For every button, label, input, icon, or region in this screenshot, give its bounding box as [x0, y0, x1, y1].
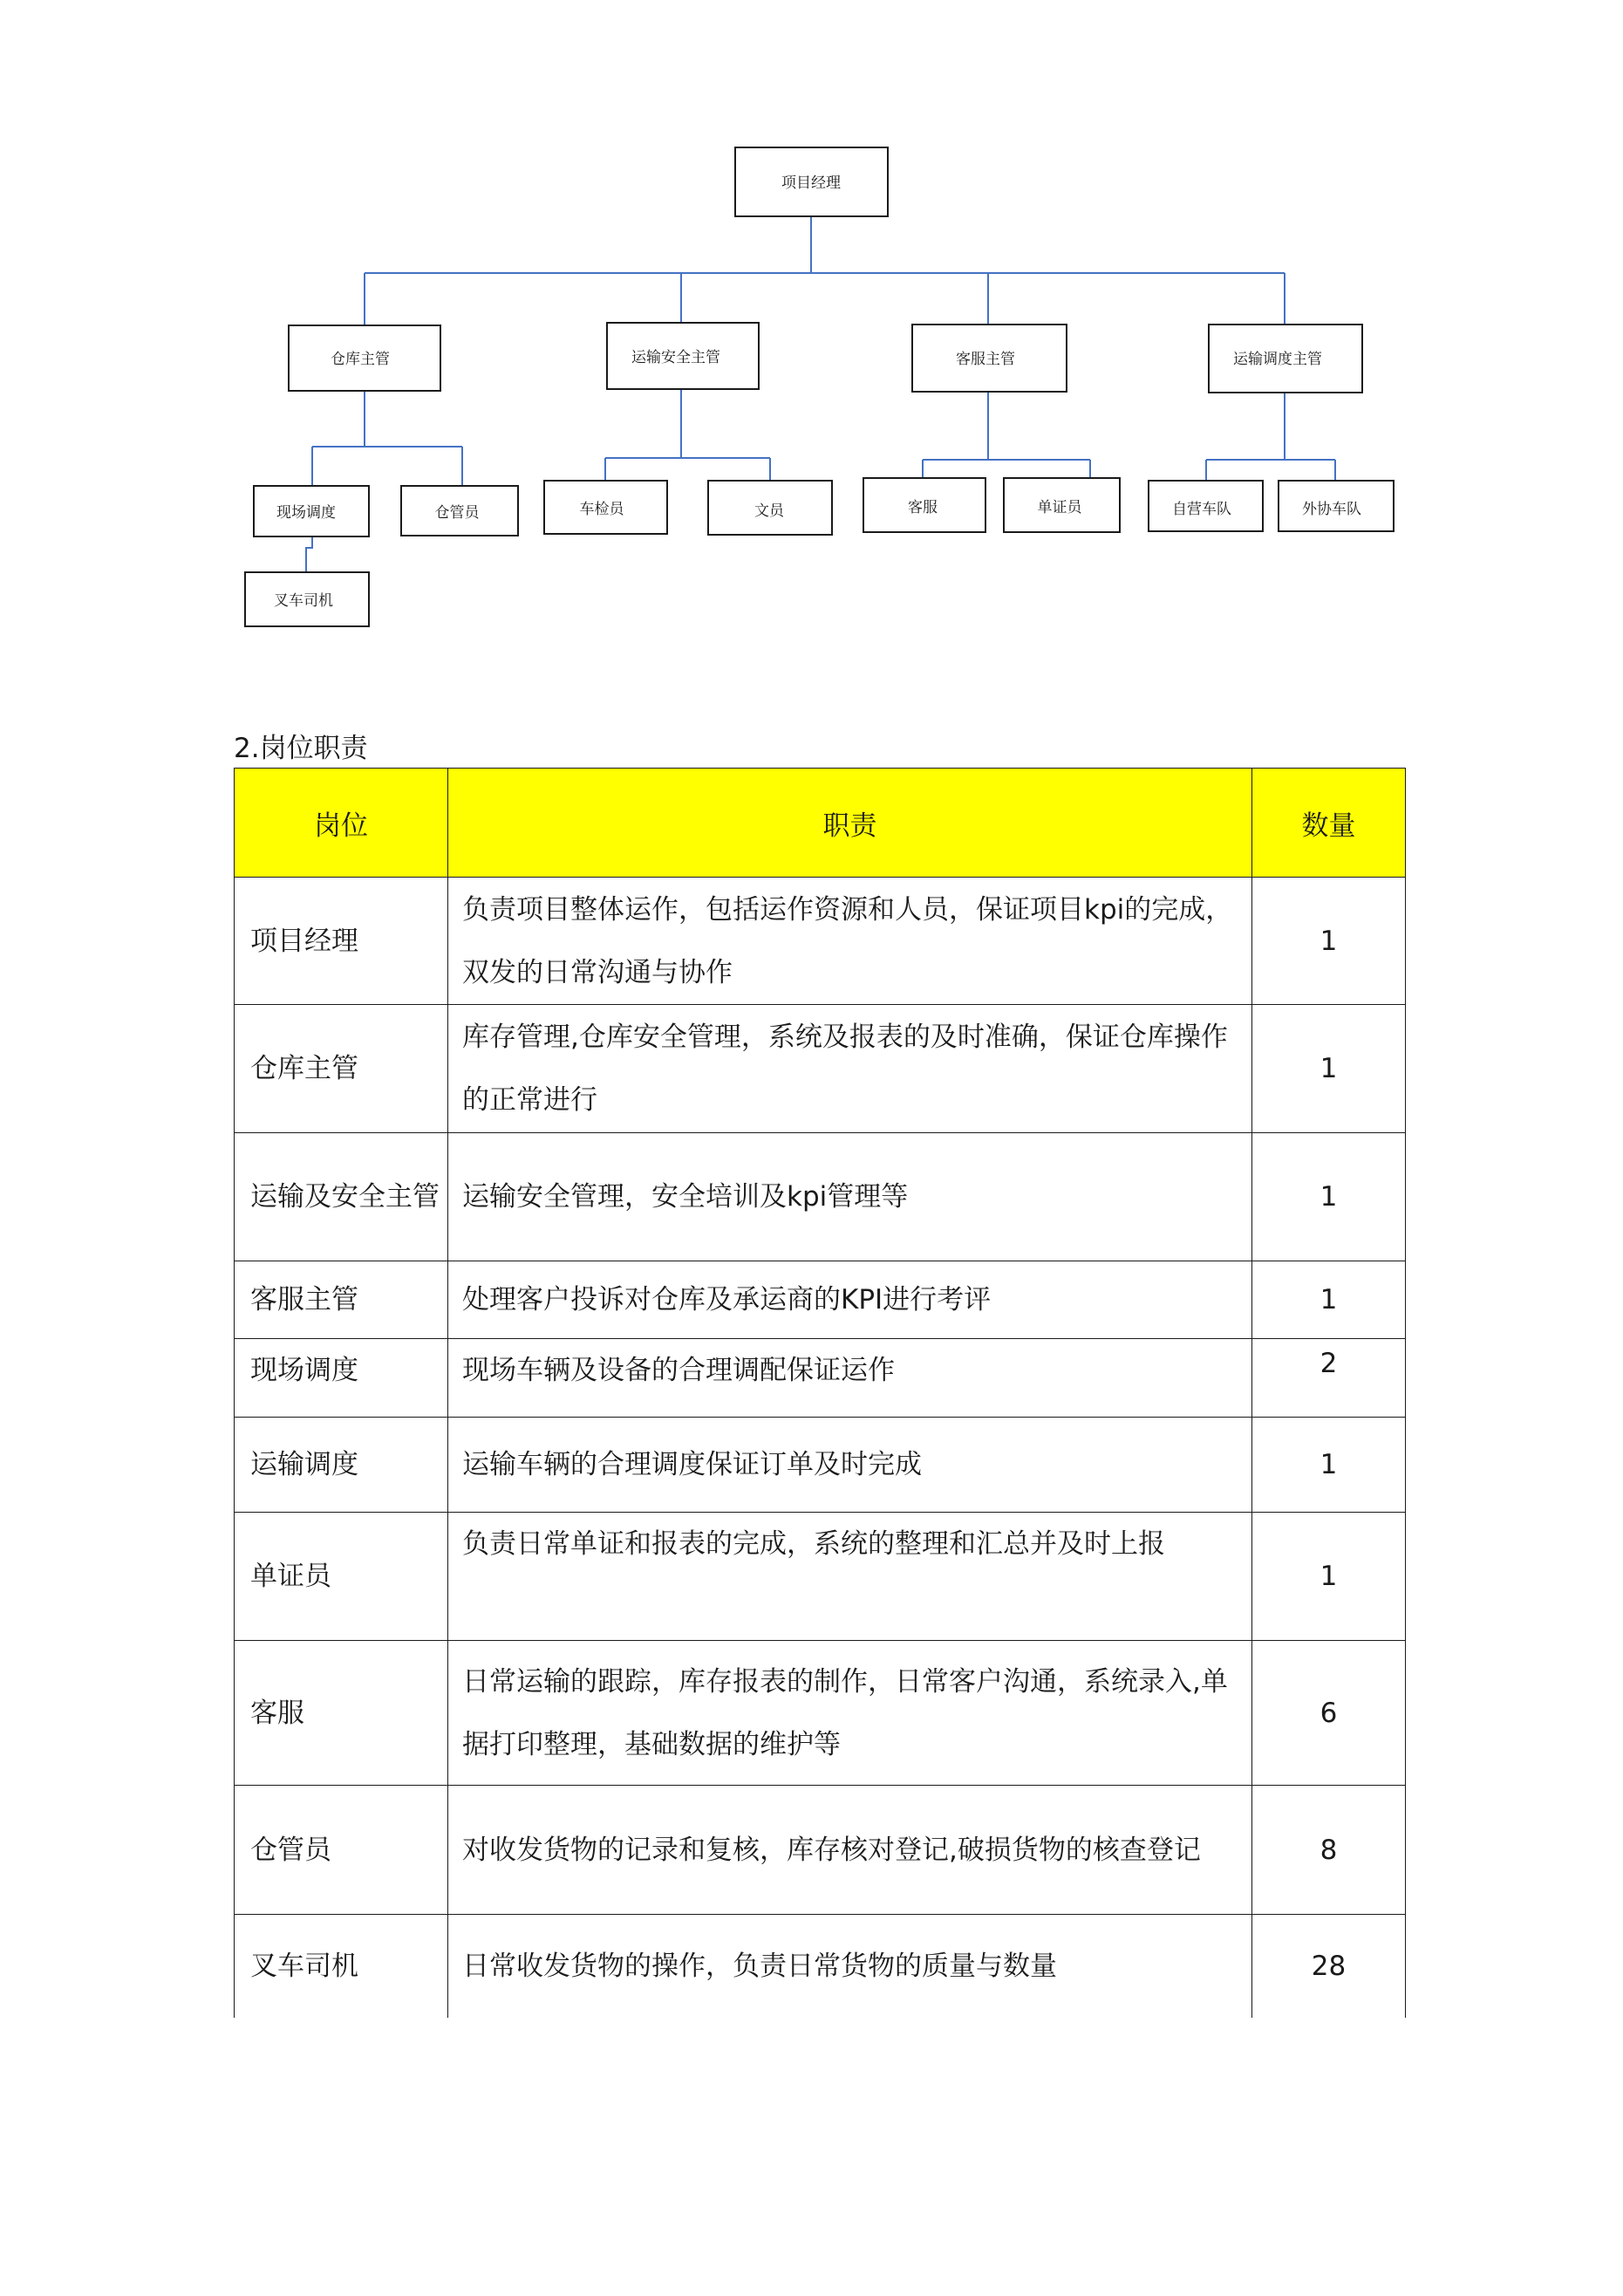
count-cell: 2: [1252, 1339, 1406, 1418]
duty-cell: 库存管理,仓库安全管理，系统及报表的及时准确，保证仓库操作的正常进行: [448, 1005, 1252, 1133]
count-cell: 8: [1252, 1786, 1406, 1915]
position-cell: 项目经理: [235, 878, 448, 1005]
duty-cell: 日常运输的跟踪，库存报表的制作，日常客户沟通，系统录入,单据打印整理，基础数据的维护等: [448, 1641, 1252, 1786]
connector-dispatch: [1206, 393, 1335, 481]
position-cell: 叉车司机: [235, 1915, 448, 2018]
connector-root-managers: [365, 216, 1285, 325]
duty-cell: 负责日常单证和报表的完成，系统的整理和汇总并及时上报: [448, 1513, 1252, 1641]
header-position: 岗位: [235, 769, 448, 878]
table-row: [235, 1133, 1406, 1261]
org-node-customer-service-manager: [912, 325, 1067, 392]
connector-transport-safety: [605, 389, 770, 481]
org-node-label: 现场调度: [276, 504, 336, 522]
connector-warehouse: [312, 391, 462, 486]
org-node-label: 运输安全主管: [631, 349, 720, 366]
org-node-site-dispatcher: [254, 486, 369, 536]
duty-table: [234, 768, 1406, 2018]
duty-cell: 运输车辆的合理调度保证订单及时完成: [448, 1418, 1252, 1513]
org-node-label: 自营车队: [1172, 501, 1231, 518]
org-node-vehicle-inspector: [544, 481, 667, 534]
org-node-project-manager: [735, 147, 888, 216]
org-node-clerk: [708, 481, 832, 535]
count-cell: 1: [1252, 1261, 1406, 1339]
table-row: [235, 1786, 1406, 1915]
org-node-transport-safety-manager: [607, 323, 759, 389]
org-node-customer-service: [863, 478, 985, 532]
section-title: 2.岗位职责: [234, 733, 368, 764]
position-cell: 运输调度: [235, 1418, 448, 1513]
table-row: [235, 1339, 1406, 1418]
org-node-forklift-driver: [245, 572, 369, 626]
position-cell: 客服: [235, 1641, 448, 1786]
duty-cell: 运输安全管理，安全培训及kpi管理等: [448, 1133, 1252, 1261]
org-node-label: 项目经理: [781, 174, 841, 192]
duty-cell: 负责项目整体运作，包括运作资源和人员，保证项目kpi的完成，双发的日常沟通与协作: [448, 878, 1252, 1005]
table-row: [235, 1261, 1406, 1339]
org-chart: [0, 0, 1623, 663]
org-node-warehouse-manager: [289, 325, 440, 391]
count-cell: 1: [1252, 1418, 1406, 1513]
org-node-label: 客服主管: [956, 351, 1015, 368]
count-cell: 1: [1252, 1133, 1406, 1261]
duty-cell: 日常收发货物的操作，负责日常货物的质量与数量: [448, 1915, 1252, 2018]
org-node-own-fleet: [1149, 481, 1263, 531]
duty-cell: 对收发货物的记录和复核，库存核对登记,破损货物的核查登记: [448, 1786, 1252, 1915]
org-node-label: 车检员: [579, 501, 624, 518]
header-count: 数量: [1252, 769, 1406, 878]
position-cell: 单证员: [235, 1513, 448, 1641]
table-row: [235, 1418, 1406, 1513]
count-cell: 1: [1252, 878, 1406, 1005]
org-node-label: 运输调度主管: [1233, 351, 1322, 368]
position-cell: 仓管员: [235, 1786, 448, 1915]
position-cell: 现场调度: [235, 1339, 448, 1418]
org-node-document-clerk: [1004, 478, 1120, 532]
org-node-label: 客服: [908, 499, 938, 516]
table-row: [235, 878, 1406, 1005]
table-row: [235, 1641, 1406, 1786]
position-cell: 运输及安全主管: [235, 1133, 448, 1261]
org-node-label: 仓管员: [434, 504, 480, 522]
count-cell: 28: [1252, 1915, 1406, 2018]
duty-cell: 处理客户投诉对仓库及承运商的KPI进行考评: [448, 1261, 1252, 1339]
org-node-label: 叉车司机: [274, 592, 333, 610]
org-node-label: 外协车队: [1302, 501, 1361, 518]
table-row: [235, 1005, 1406, 1133]
position-cell: 客服主管: [235, 1261, 448, 1339]
count-cell: 1: [1252, 1005, 1406, 1133]
position-cell: 仓库主管: [235, 1005, 448, 1133]
table-row: [235, 1915, 1406, 2018]
header-duty: 职责: [448, 769, 1252, 878]
count-cell: 6: [1252, 1641, 1406, 1786]
org-node-transport-dispatch-manager: [1209, 325, 1362, 393]
org-node-partner-fleet: [1279, 481, 1394, 531]
count-cell: 1: [1252, 1513, 1406, 1641]
table-header-row: [235, 769, 1406, 878]
connector-forklift: [306, 536, 312, 572]
connector-customer-service: [923, 392, 1090, 478]
duty-cell: 现场车辆及设备的合理调配保证运作: [448, 1339, 1252, 1418]
org-node-label: 文员: [754, 502, 784, 520]
org-node-warehouse-keeper: [401, 486, 518, 536]
org-node-label: 单证员: [1037, 499, 1082, 516]
org-node-label: 仓库主管: [331, 351, 390, 368]
table-row: [235, 1513, 1406, 1641]
